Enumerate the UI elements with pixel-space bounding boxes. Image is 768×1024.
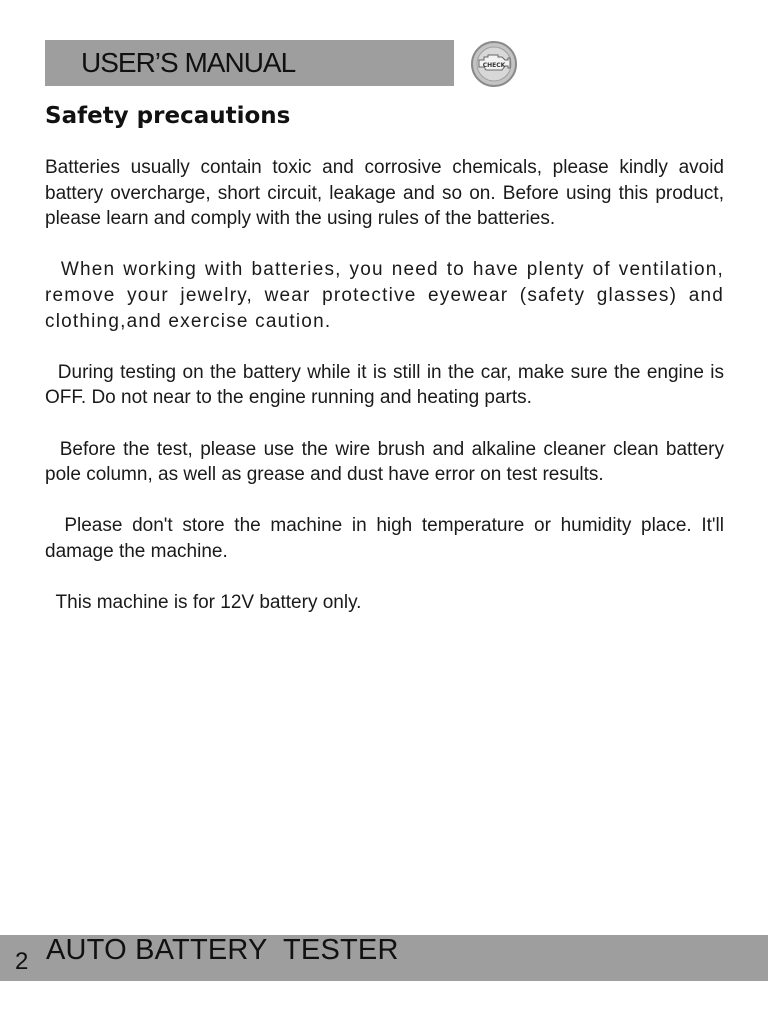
paragraph-engine-off: During testing on the battery while it is still in the car, make sure the engine is OFF. Do not near to the engine running and heating parts. [45, 361, 724, 409]
paragraph-cleaning: Before the test, please use the wire brush and alkaline cleaner clean battery pole column, as well as grease and dust have error on test results. [45, 438, 724, 486]
page-number: 2 [15, 948, 29, 975]
manual-title: USER’S MANUAL [81, 47, 296, 78]
badge-text: CHECK [482, 62, 506, 69]
footer-title: AUTO BATTERY TESTER [46, 934, 399, 966]
paragraph-12v: This machine is for 12V battery only. [45, 592, 362, 614]
header-band [45, 40, 454, 86]
section-heading: Safety precautions [45, 103, 291, 129]
check-engine-icon [468, 40, 520, 88]
paragraph-ventilation: When working with batteries, you need to have plenty of ventilation, remove your jewelry, wear protective eyewear (safety glasses) and clothing,and exercise caution. [45, 259, 724, 332]
paragraph-batteries: Batteries usually contain toxic and corrosive chemicals, please kindly avoid battery overcharge, short circuit, leakage and so on. Before using this product, please learn and comply with the using rules of the batteries. [45, 157, 724, 230]
paragraph-storage: Please don't store the machine in high temperature or humidity place. It'll damage the machine. [45, 515, 724, 562]
body-text [45, 155, 724, 641]
